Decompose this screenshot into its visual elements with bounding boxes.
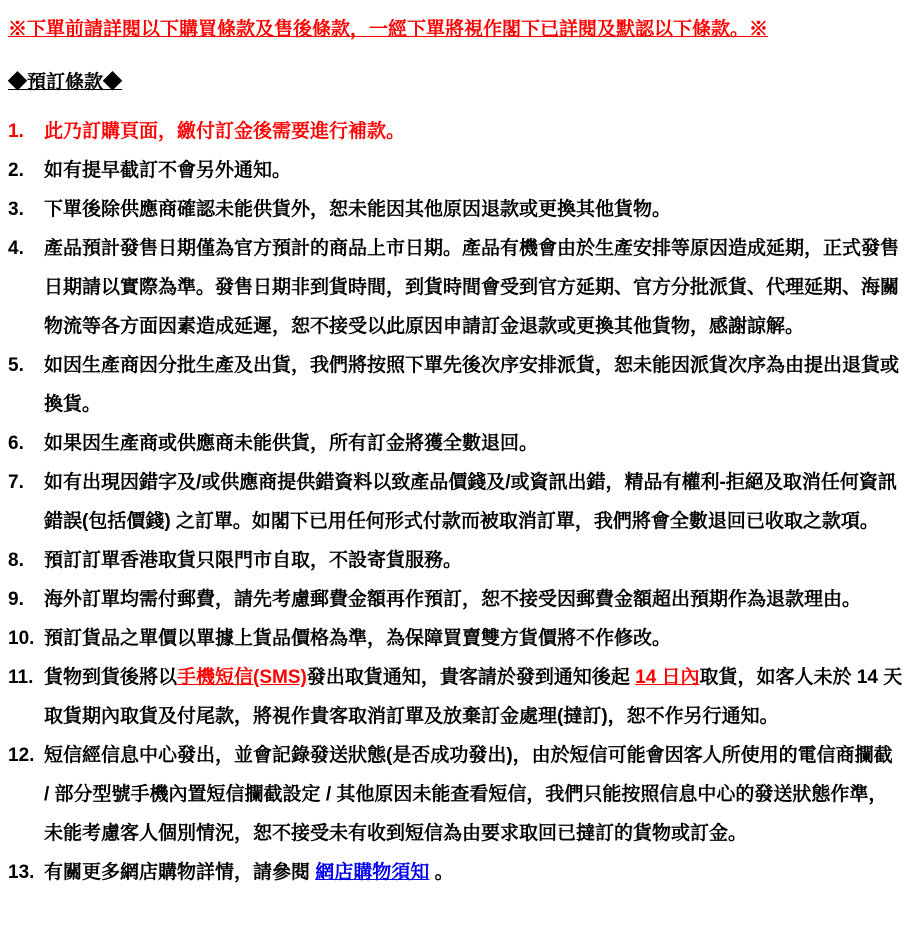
term-item-2 [8,151,903,190]
term-segment: 發出取貨通知，貴客請於發到通知後起 [306,667,636,688]
term-item-11 [8,658,903,736]
term-text [44,736,903,853]
term-number: 1. [8,121,24,142]
term-segment: 下單後除供應商確認未能供貨外，恕未能因其他原因退款或更換其他貨物。 [44,199,672,220]
term-segment: 如有提早截訂不會另外通知。 [44,160,292,181]
term-item-1 [8,112,903,151]
term-text [44,151,903,190]
term-text [44,853,903,892]
term-text [44,619,903,658]
term-segment: 。 [429,862,454,883]
term-number: 3. [8,199,24,220]
term-number: 2. [8,160,24,181]
header-warning [8,10,903,49]
term-segment: 預訂貨品之單價以單據上貨品價格為準，為保障買賣雙方貨價將不作修改。 [44,628,672,649]
term-text [44,112,903,151]
term-text [44,346,903,424]
term-number: 9. [8,589,24,610]
term-item-3 [8,190,903,229]
term-item-5 [8,346,903,424]
term-item-9 [8,580,903,619]
terms-list [8,112,903,892]
term-text [44,229,903,346]
term-number: 7. [8,472,24,493]
section-title [8,63,903,102]
term-item-7 [8,463,903,541]
term-item-4 [8,229,903,346]
section-title-text: ◆預訂條款◆ [8,72,123,93]
term-segment: 預訂訂單香港取貨只限門市自取，不設寄貨服務。 [44,550,463,571]
term-segment: 如因生產商因分批生產及出貨，我們將按照下單先後次序安排派貨，恕未能因派貨次序為由提出退貨或換貨。 [44,355,900,415]
term-number: 6. [8,433,24,454]
term-number: 12. [8,745,35,766]
term-number: 4. [8,238,24,259]
term-text [44,463,903,541]
term-item-6 [8,424,903,463]
term-text [44,580,903,619]
term-number: 13. [8,862,35,883]
term-segment: 如果因生產商或供應商未能供貨，所有訂金將獲全數退回。 [44,433,539,454]
term-segment: 此乃訂購頁面，繳付訂金後需要進行補款。 [44,121,406,142]
term-segment: 產品預計發售日期僅為官方預計的商品上市日期。產品有機會由於生產安排等原因造成延期，正式發售日期請以實際為準。發售日期非到貨時間，到貨時間會受到官方延期、官方分批派貨、代理延期、海關物流等各方面因素造成延遲，恕不接受以此原因申請訂金退款或更換其他貨物，感謝諒解。 [44,238,900,337]
term-highlight: 14 日內 [635,667,700,688]
term-segment: 取貨，如客人未於 14 天取貨期內取貨及付尾款，將視作貴客取消訂單及放棄訂金處理(撻訂)，恕不作另行通知。 [44,667,903,727]
term-item-8 [8,541,903,580]
shop-notice-link[interactable]: 網店購物須知 [315,862,430,883]
term-text [44,190,903,229]
term-number: 10. [8,628,35,649]
term-segment: 海外訂單均需付郵費，請先考慮郵費金額再作預訂，恕不接受因郵費金額超出預期作為退款理由。 [44,589,862,610]
term-item-13 [8,853,903,892]
header-warning-text: ※下單前請詳閱以下購買條款及售後條款，一經下單將視作閣下已詳閱及默認以下條款。※ [8,19,769,40]
term-number: 11. [8,667,34,688]
term-item-12 [8,736,903,853]
term-highlight: 手機短信(SMS) [177,667,307,688]
term-segment: 有關更多網店購物詳情，請參閱 [44,862,316,883]
term-segment: 貨物到貨後將以 [44,667,178,688]
term-item-10 [8,619,903,658]
term-text [44,658,903,736]
term-number: 5. [8,355,24,376]
term-text [44,541,903,580]
term-segment: 如有出現因錯字及/或供應商提供錯資料以致產品價錢及/或資訊出錯，精品有權利-拒絕及取消任何資訊錯誤(包括價錢) 之訂單。如閣下已用任何形式付款而被取消訂單，我們將會全數退回已收取之款項。 [44,472,897,532]
term-segment: 短信經信息中心發出，並會記錄發送狀態(是否成功發出)，由於短信可能會因客人所使用的電信商攔截 / 部分型號手機內置短信攔截設定 / 其他原因未能查看短信，我們只能按照信息中心的發送狀態作準，未能考慮客人個別情況，恕不接受未有收到短信為由要求取回已撻訂的貨物或訂金。 [44,745,893,844]
term-number: 8. [8,550,24,571]
term-text [44,424,903,463]
